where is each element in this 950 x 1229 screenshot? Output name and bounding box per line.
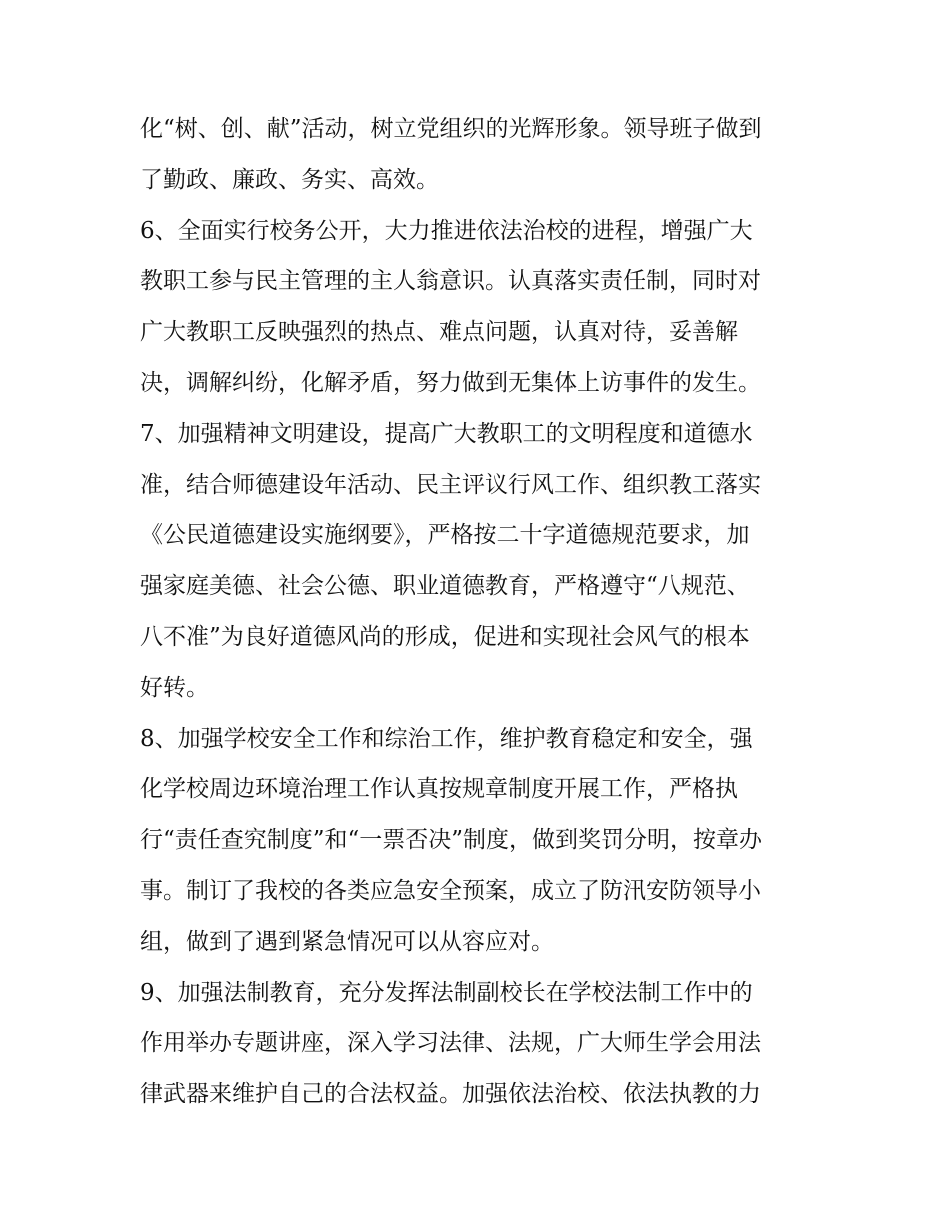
text-line: 律武器来维护自己的合法权益。加强依法治校、依法执教的力 <box>140 1081 761 1108</box>
text-line: 作用举办专题讲座，深入学习法律、法规，广大师生学会用法 <box>140 1030 761 1057</box>
text-line: 化“树、创、献”活动，树立党组织的光辉形象。领导班子做到 <box>140 116 762 142</box>
text-line: 教职工参与民主管理的主人翁意识。认真落实责任制，同时对 <box>140 268 761 295</box>
paragraph-7-line: 7、加强精神文明建设，提高广大教职工的文明程度和道德水 <box>140 420 753 447</box>
text-line: 组，做到了遇到紧急情况可以从容应对。 <box>140 928 554 955</box>
text-line: 强家庭美德、社会公德、职业道德教育，严格遵守“八规范、 <box>140 573 750 600</box>
text-line: 准，结合师德建设年活动、民主评议行风工作、组织教工落实 <box>140 471 761 498</box>
text-line: 《公民道德建设实施纲要》，严格按二十字道德规范要求，加 <box>140 522 750 549</box>
text-line: 化学校周边环境治理工作认真按规章制度开展工作，严格执 <box>140 776 738 803</box>
text-line: 事。制订了我校的各类应急安全预案，成立了防汛安防领导小 <box>140 877 761 904</box>
paragraph-8-line: 8、加强学校安全工作和综治工作，维护教育稳定和安全，强 <box>140 725 753 752</box>
text-line: 行“责任查究制度”和“一票否决”制度，做到奖罚分明，按章办 <box>140 827 763 854</box>
paragraph-9-line: 9、加强法制教育，充分发挥法制副校长在学校法制工作中的 <box>140 979 753 1006</box>
text-line: 了勤政、廉政、务实、高效。 <box>140 166 439 193</box>
text-line: 广大教职工反映强烈的热点、难点问题，认真对待，妥善解 <box>140 319 738 346</box>
paragraph-6-line: 6、全面实行校务公开，大力推进依法治校的进程，增强广大 <box>140 217 753 244</box>
document-body <box>140 104 820 1120</box>
text-line: 决，调解纠纷，化解矛盾，努力做到无集体上访事件的发生。 <box>140 369 761 396</box>
text-line: 八不准”为良好道德风尚的形成，促进和实现社会风气的根本 <box>140 623 750 650</box>
text-line: 好转。 <box>140 674 209 701</box>
